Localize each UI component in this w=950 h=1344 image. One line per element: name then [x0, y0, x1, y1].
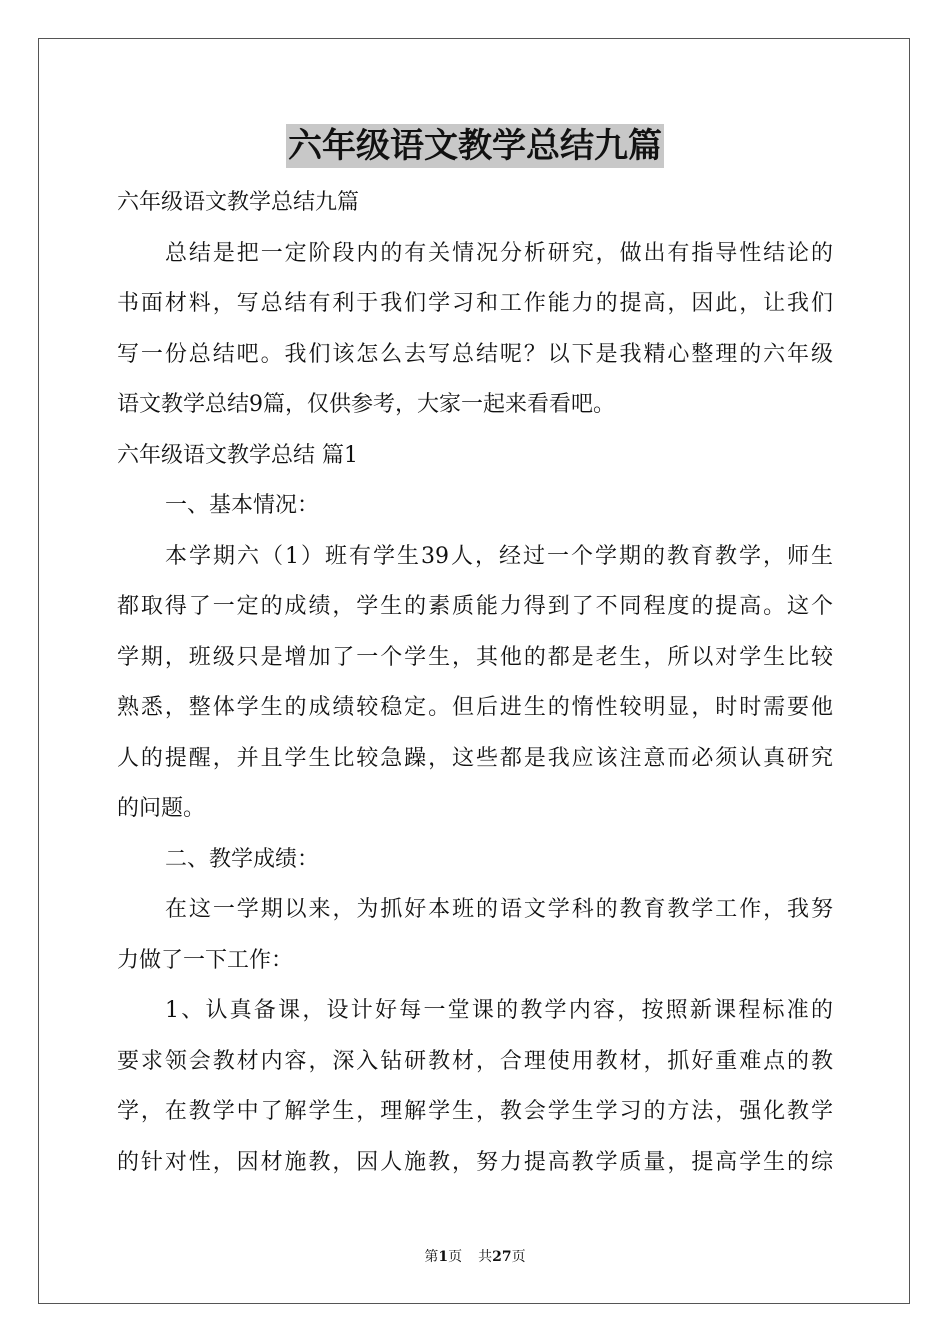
text-line: 学，在教学中了解学生，理解学生，教会学生学习的方法，强化教学	[117, 1099, 833, 1124]
text-line: 人的提醒，并且学生比较急躁，这些都是我应该注意而必须认真研究	[117, 745, 833, 771]
text-line: 的针对性，因材施教，因人施教，努力提高教学质量，提高学生的综	[117, 1149, 833, 1175]
text-line: 熟悉，整体学生的成绩较稳定。但后进生的惰性较明显，时时需要他	[117, 695, 833, 720]
footer-page-number: 1	[438, 1249, 449, 1265]
text-line: 写一份总结吧。我们该怎么去写总结呢？以下是我精心整理的六年级	[117, 341, 833, 367]
text-line: 总结是把一定阶段内的有关情况分析研究，做出有指导性结论的	[165, 240, 833, 266]
footer-total-prefix: 共	[478, 1249, 493, 1265]
text-line: 要求领会教材内容，深入钻研教材，合理使用教材，抓好重难点的教	[117, 1048, 833, 1074]
footer-page-suffix: 页	[448, 1249, 463, 1265]
page-footer	[0, 1247, 950, 1267]
text-line: 六年级语文教学总结九篇	[117, 190, 360, 215]
text-line: 六年级语文教学总结 篇1	[117, 442, 358, 468]
text-line: 书面材料，写总结有利于我们学习和工作能力的提高，因此，让我们	[117, 291, 833, 316]
text-line: 都取得了一定的成绩，学生的素质能力得到了不同程度的提高。这个	[117, 594, 833, 619]
title-wrap	[0, 124, 950, 168]
footer-total-suffix: 页	[511, 1249, 526, 1265]
text-line: 的问题。	[117, 796, 206, 821]
text-line: 在这一学期以来，为抓好本班的语文学科的教育教学工作，我努	[165, 897, 833, 922]
footer-page-prefix: 第	[424, 1249, 439, 1265]
footer-total-pages: 27	[492, 1249, 512, 1265]
text-line: 语文教学总结9篇，仅供参考，大家一起来看看吧。	[117, 392, 615, 417]
text-line: 1、认真备课，设计好每一堂课的教学内容，按照新课程标准的	[165, 998, 833, 1023]
document-body	[117, 178, 833, 1188]
document-title: 六年级语文教学总结九篇	[288, 126, 662, 166]
text-line: 二、教学成绩：	[165, 846, 320, 872]
text-line: 本学期六（1）班有学生39人，经过一个学期的教育教学，师生	[165, 543, 833, 569]
text-line: 一、基本情况：	[165, 493, 320, 518]
text-line: 学期，班级只是增加了一个学生，其他的都是老生，所以对学生比较	[117, 644, 833, 670]
text-line: 力做了一下工作：	[117, 947, 294, 973]
